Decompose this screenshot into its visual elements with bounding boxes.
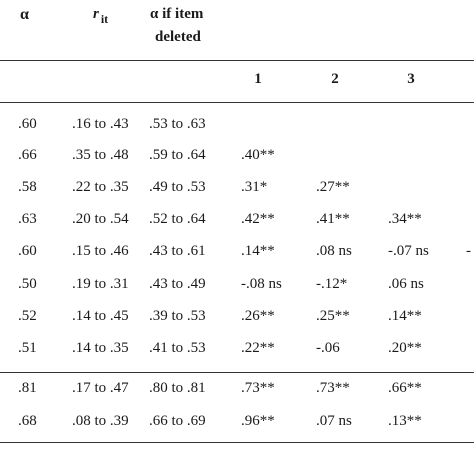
- cell-rit: .08 to .39: [72, 413, 129, 429]
- group-rule: [0, 372, 474, 373]
- cell-col-1: .73**: [241, 380, 275, 396]
- cell-col-1: .96**: [241, 413, 275, 429]
- cell-rit: .17 to .47: [72, 380, 129, 396]
- top-rule: [0, 60, 474, 61]
- cell-rit: .14 to .45: [72, 308, 129, 324]
- cell-col-1: .26**: [241, 308, 275, 324]
- cell-rit: .20 to .54: [72, 211, 129, 227]
- cell-alpha: .63: [18, 211, 37, 227]
- cell-col-3: .20**: [388, 340, 422, 356]
- header-rit: [93, 6, 109, 26]
- cell-col-3: -.07 ns: [388, 243, 429, 259]
- cell-alpha-if-deleted: .80 to .81: [149, 380, 206, 396]
- cell-col-3: .14**: [388, 308, 422, 324]
- cell-rit: .22 to .35: [72, 179, 129, 195]
- cell-alpha: .52: [18, 308, 37, 324]
- cell-col-2: .73**: [316, 380, 350, 396]
- cell-alpha-if-deleted: .41 to .53: [149, 340, 206, 356]
- cell-col-1: .31*: [241, 179, 268, 195]
- cell-alpha-if-deleted: .59 to .64: [149, 147, 206, 163]
- cell-col-3: .06 ns: [388, 276, 424, 292]
- cell-col-2: -.12*: [316, 276, 348, 292]
- cell-rit: .14 to .35: [72, 340, 129, 356]
- cell-alpha-if-deleted: .49 to .53: [149, 179, 206, 195]
- cell-col-3: .34**: [388, 211, 422, 227]
- cell-rit: .16 to .43: [72, 116, 129, 132]
- cell-col-1: .22**: [241, 340, 275, 356]
- cell-col-1: -.08 ns: [241, 276, 282, 292]
- cell-alpha: .60: [18, 116, 37, 132]
- cell-rit: .35 to .48: [72, 147, 129, 163]
- cell-alpha-if-deleted: .39 to .53: [149, 308, 206, 324]
- bottom-rule: [0, 442, 474, 443]
- cell-rit: .15 to .46: [72, 243, 129, 259]
- header-col-2: 2: [331, 71, 339, 87]
- cell-alpha: .60: [18, 243, 37, 259]
- cell-alpha-if-deleted: .53 to .63: [149, 116, 206, 132]
- header-rit-r: r: [93, 6, 99, 22]
- cell-alpha: .58: [18, 179, 37, 195]
- cell-alpha: .81: [18, 380, 37, 396]
- cell-alpha: .68: [18, 413, 37, 429]
- header-rule: [0, 102, 474, 103]
- cell-alpha: .51: [18, 340, 37, 356]
- cell-alpha-if-deleted: .43 to .49: [149, 276, 206, 292]
- header-alpha-if-deleted-line2: deleted: [155, 29, 201, 45]
- cell-col-2: .25**: [316, 308, 350, 324]
- cell-rit: .19 to .31: [72, 276, 129, 292]
- header-col-3: 3: [407, 71, 415, 87]
- cell-alpha: .50: [18, 276, 37, 292]
- cell-alpha-if-deleted: .66 to .69: [149, 413, 206, 429]
- cell-alpha: .66: [18, 147, 37, 163]
- cell-alpha-if-deleted: .52 to .64: [149, 211, 206, 227]
- cell-col-3: .66**: [388, 380, 422, 396]
- cell-col-1: .40**: [241, 147, 275, 163]
- cell-alpha-if-deleted: .43 to .61: [149, 243, 206, 259]
- cell-col-1: .14**: [241, 243, 275, 259]
- cell-col-3: .13**: [388, 413, 422, 429]
- header-alpha-if-deleted-line1: α if item: [150, 6, 204, 22]
- cell-col-4: -: [466, 243, 471, 259]
- cell-col-2: -.06: [316, 340, 340, 356]
- cell-col-2: .27**: [316, 179, 350, 195]
- header-alpha: α: [20, 6, 29, 23]
- cell-col-2: .41**: [316, 211, 350, 227]
- header-rit-sub: it: [100, 12, 109, 26]
- cell-col-2: .07 ns: [316, 413, 352, 429]
- cell-col-1: .42**: [241, 211, 275, 227]
- cell-col-2: .08 ns: [316, 243, 352, 259]
- header-col-1: 1: [254, 71, 262, 87]
